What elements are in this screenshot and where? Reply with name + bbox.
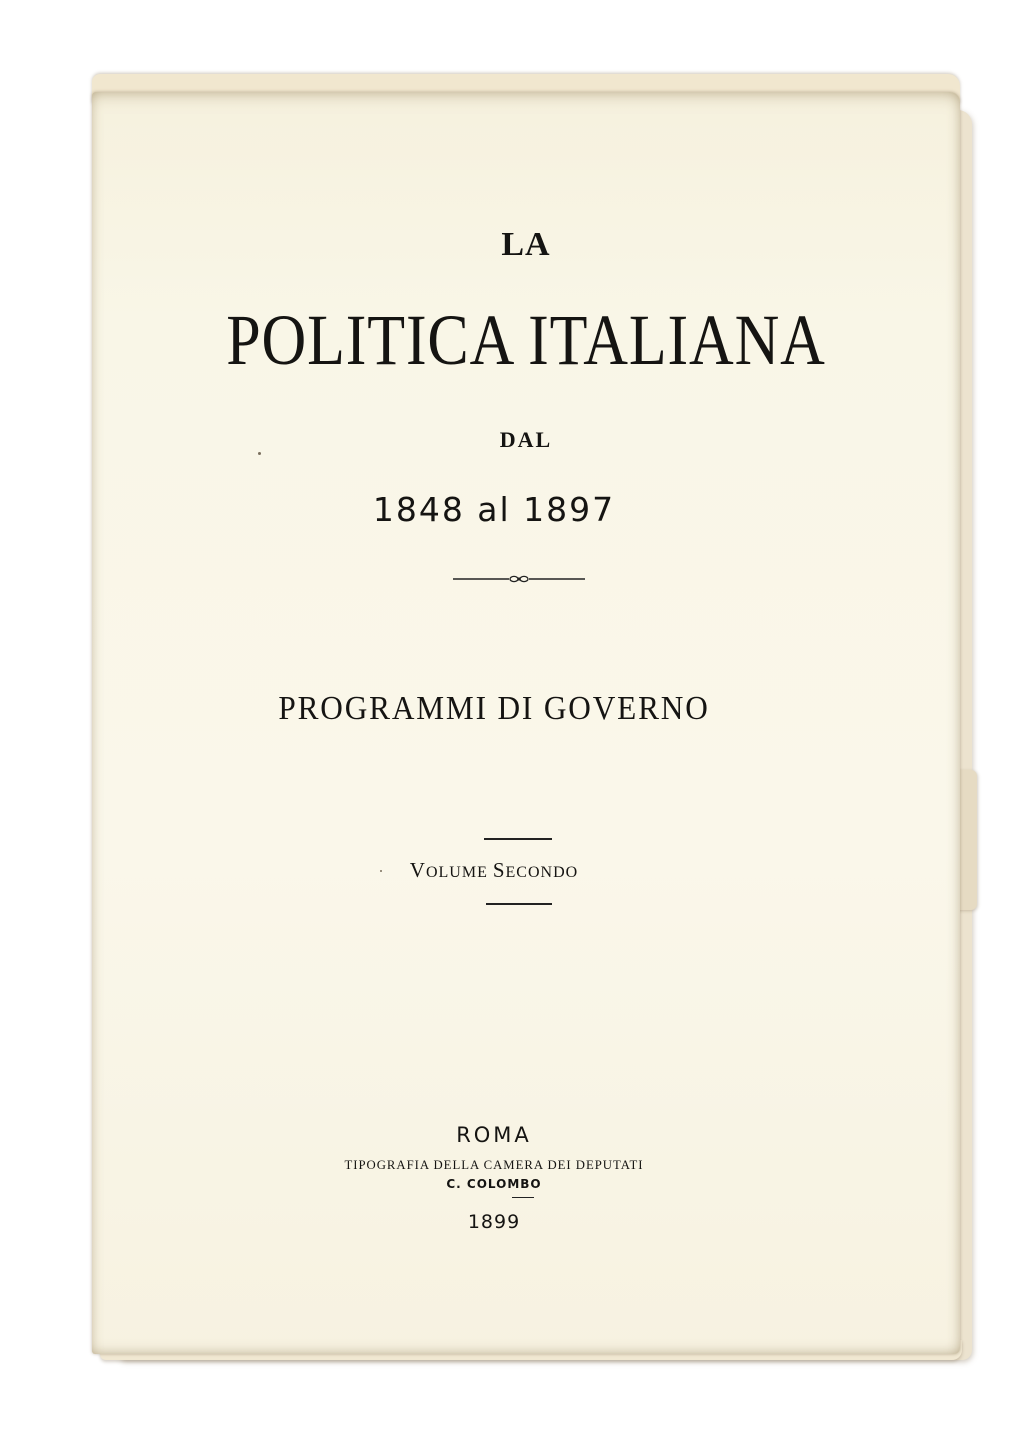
imprint-city: ROMA xyxy=(456,1123,532,1147)
year-range: 1848 al 1897 xyxy=(372,490,616,529)
secondo-initial: S xyxy=(492,858,506,882)
imprint-printer: TIPOGRAFIA DELLA CAMERA DEI DEPUTATI xyxy=(344,1157,644,1172)
article-la: LA xyxy=(501,226,551,263)
main-title: POLITICA ITALIANA xyxy=(226,300,826,380)
imprint-short-rule xyxy=(512,1197,534,1198)
rule-below-volume xyxy=(486,903,552,905)
volume-label xyxy=(60,858,928,883)
ornament-divider xyxy=(453,572,585,586)
volume-small-caps: OLUME xyxy=(425,864,493,881)
secondo-small-caps: ECONDO xyxy=(505,864,579,881)
volume-initial: V xyxy=(409,858,426,882)
dal-label: DAL xyxy=(499,427,553,452)
rule-above-volume xyxy=(484,838,552,840)
subtitle: PROGRAMMI DI GOVERNO xyxy=(278,690,710,727)
imprint-printer-name: C. COLOMBO xyxy=(446,1177,542,1191)
imprint-year: 1899 xyxy=(467,1211,521,1233)
